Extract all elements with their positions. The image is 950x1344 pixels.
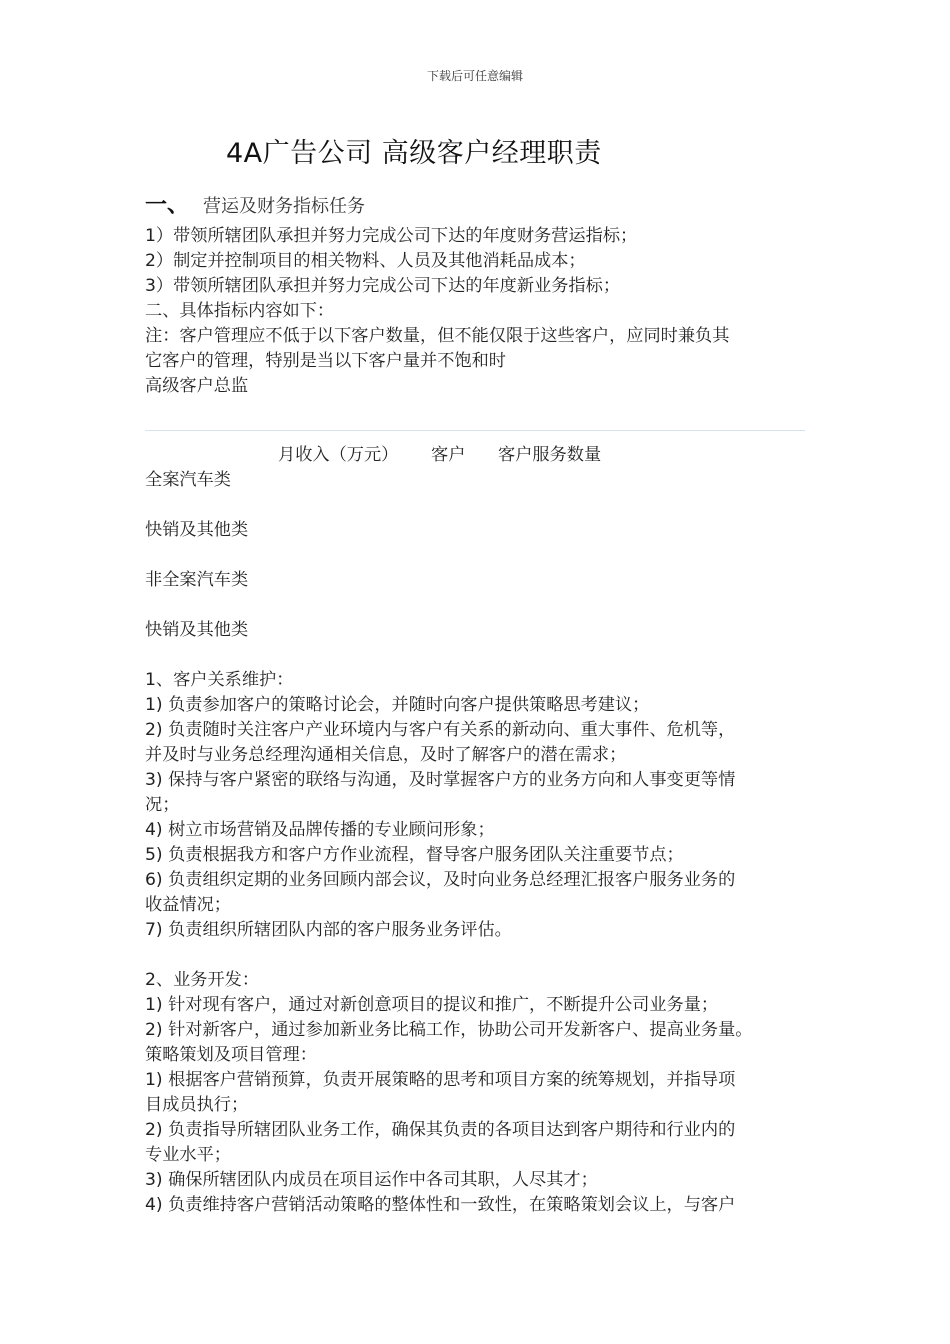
client-table-header (145, 443, 817, 468)
spacer (145, 643, 817, 668)
client-relations-line: 2) 负责随时关注客户产业环境内与客户有关系的新动向、重大事件、危机等， (145, 720, 736, 740)
client-relations-line: 5) 负责根据我方和客户方作业流程，督导客户服务团队关注重要节点； (145, 845, 684, 865)
strategy-line: 1) 根据客户营销预算，负责开展策略的思考和项目方案的统筹规划，并指导项 (145, 1070, 736, 1090)
strategy-line: 4) 负责维持客户营销活动策略的整体性和一致性，在策略策划会议上，与客户 (145, 1195, 736, 1215)
client-relations-line: 6) 负责组织定期的业务回顾内部会议，及时向业务总经理汇报客户服务业务的 (145, 870, 736, 890)
indicator-text-block (145, 224, 817, 399)
text-line: 2）制定并控制项目的相关物料、人员及其他消耗品成本； (145, 251, 586, 271)
strategy-line: 3) 确保所辖团队内成员在项目运作中各司其职，人尽其才； (145, 1170, 598, 1190)
text-line: 1）带领所辖团队承担并努力完成公司下达的年度财务营运指标； (145, 226, 638, 246)
role-label: 高级客户总监 (145, 376, 249, 396)
strategy-heading: 策略策划及项目管理： (145, 1045, 317, 1065)
strategy-line: 2) 负责指导所辖团队业务工作，确保其负责的各项目达到客户期待和行业内的 (145, 1120, 736, 1140)
client-relations-line: 1) 负责参加客户的策略讨论会，并随时向客户提供策略思考建议； (145, 695, 650, 715)
column-header-income: 月收入（万元） (278, 445, 399, 465)
business-dev-heading: 2、业务开发： (145, 970, 260, 990)
client-relations-line: 3) 保持与客户紧密的联络与沟通，及时掌握客户方的业务方向和人事变更等情 (145, 770, 736, 790)
spacer (145, 593, 817, 618)
text-line: 3）带领所辖团队承担并努力完成公司下达的年度新业务指标； (145, 276, 621, 296)
section-title: 营运及财务指标任务 (203, 196, 366, 217)
client-relations-line: 况； (145, 795, 180, 815)
category-row: 快销及其他类 (145, 620, 249, 640)
spacer (145, 543, 817, 568)
client-relations-line: 收益情况； (145, 895, 231, 915)
strategy-line: 目成员执行； (145, 1095, 249, 1115)
business-dev-line: 2) 针对新客户，通过参加新业务比稿工作，协助公司开发新客户、提高业务量。 (145, 1020, 753, 1040)
client-relations-heading: 1、客户关系维护： (145, 670, 294, 690)
business-dev-line: 1) 针对现有客户，通过对新创意项目的提议和推广，不断提升公司业务量； (145, 995, 719, 1015)
column-header-service-count: 客户服务数量 (498, 445, 602, 465)
document-title: 4A广告公司 高级客户经理职责 (226, 138, 602, 169)
main-text-block (145, 468, 817, 1218)
spacer (145, 493, 817, 518)
client-relations-line: 并及时与业务总经理沟通相关信息，及时了解客户的潜在需求； (145, 745, 627, 765)
client-relations-line: 7) 负责组织所辖团队内部的客户服务业务评估。 (145, 920, 512, 940)
header-note: 下载后可任意编辑 (426, 69, 523, 83)
category-row: 非全案汽车类 (145, 570, 249, 590)
section-heading-1 (145, 188, 365, 219)
subsection-heading: 二、具体指标内容如下： (145, 301, 335, 321)
category-row: 快销及其他类 (145, 520, 249, 540)
column-header-client: 客户 (431, 445, 466, 465)
note-line: 它客户的管理，特别是当以下客户量并不饱和时 (145, 351, 506, 371)
table-divider (145, 430, 805, 431)
client-relations-line: 4) 树立市场营销及品牌传播的专业顾问形象； (145, 820, 495, 840)
section-number: 一、 (145, 193, 190, 218)
note-line: 注：客户管理应不低于以下客户数量，但不能仅限于这些客户，应同时兼负其 (145, 326, 730, 346)
category-row: 全案汽车类 (145, 470, 231, 490)
strategy-line: 专业水平； (145, 1145, 231, 1165)
spacer (145, 943, 817, 968)
